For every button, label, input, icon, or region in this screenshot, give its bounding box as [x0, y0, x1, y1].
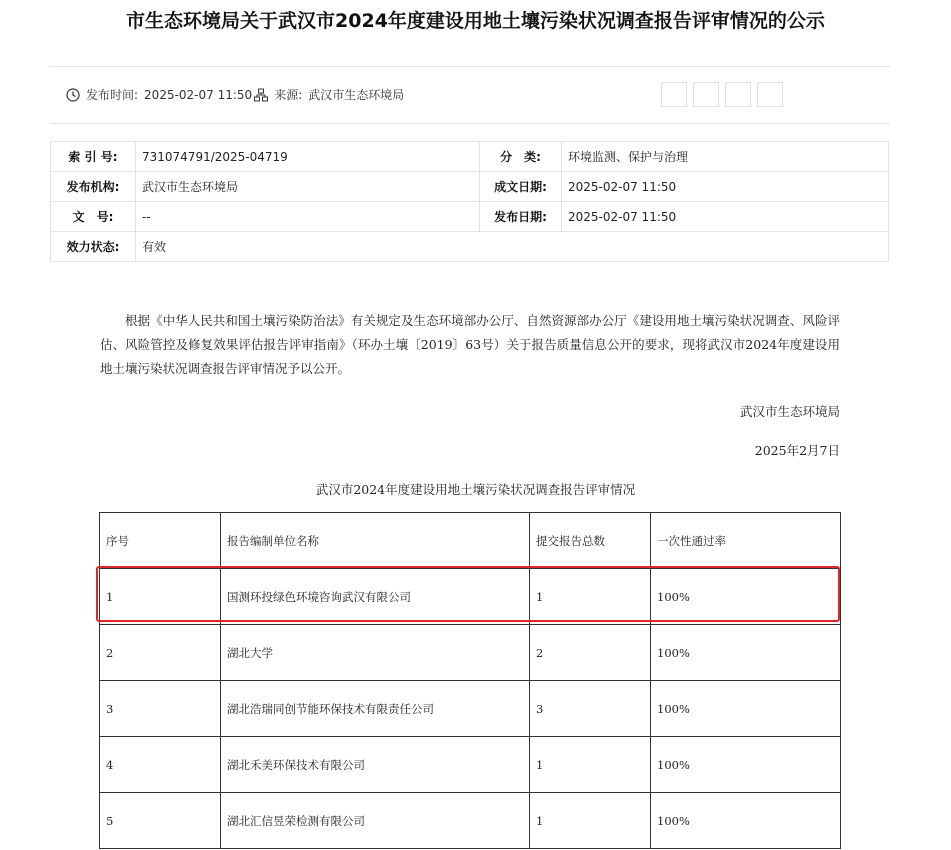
table-cell: 湖北汇信昱荣检测有限公司: [221, 793, 530, 849]
signature: 武汉市生态环境局: [739, 404, 840, 419]
clock-icon: [66, 88, 80, 102]
table-row: [100, 793, 841, 849]
source-icon: [254, 88, 268, 102]
info-value: 武汉市生态环境局: [136, 172, 480, 202]
source-value: 武汉市生态环境局: [308, 88, 405, 102]
table-cell: 5: [100, 793, 221, 849]
share-buttons: [661, 82, 783, 107]
review-table: [99, 512, 841, 849]
share-button-4[interactable]: [757, 82, 783, 107]
table-cell: 湖北浩瑞同创节能环保技术有限责任公司: [221, 681, 530, 737]
table-cell: 3: [530, 681, 651, 737]
publish-time: 2025-02-07 11:50: [144, 87, 253, 102]
info-value: 环境监测、保护与治理: [562, 142, 889, 172]
info-label: 发布机构:: [51, 172, 136, 202]
table-caption: 武汉市2024年度建设用地土壤污染状况调查报告评审情况: [315, 482, 636, 497]
info-label: 发布日期:: [480, 202, 562, 232]
table-row: [100, 569, 841, 625]
share-button-2[interactable]: [693, 82, 719, 107]
table-cell: 1: [100, 569, 221, 625]
info-value: 2025-02-07 11:50: [562, 172, 889, 202]
info-label: 文 号:: [51, 202, 136, 232]
table-row: [100, 625, 841, 681]
info-row: [51, 202, 889, 232]
publish-time-label: 发布时间:: [86, 88, 139, 102]
table-cell: 1: [530, 569, 651, 625]
info-value: 有效: [136, 232, 889, 262]
info-label: 分 类:: [480, 142, 562, 172]
info-row: [51, 142, 889, 172]
header-cell: 一次性通过率: [651, 513, 841, 569]
info-label: 索 引 号:: [51, 142, 136, 172]
table-cell: 4: [100, 737, 221, 793]
info-table: [50, 141, 889, 262]
share-button-1[interactable]: [661, 82, 687, 107]
table-cell: 湖北禾美环保技术有限公司: [221, 737, 530, 793]
table-cell: 2: [100, 625, 221, 681]
share-button-3[interactable]: [725, 82, 751, 107]
table-cell: 100%: [651, 569, 841, 625]
table-cell: 1: [530, 737, 651, 793]
info-label: 效力状态:: [51, 232, 136, 262]
table-header-row: [100, 513, 841, 569]
table-cell: 2: [530, 625, 651, 681]
table-row: [100, 737, 841, 793]
table-row: [100, 681, 841, 737]
table-cell: 100%: [651, 793, 841, 849]
table-cell: 100%: [651, 681, 841, 737]
divider-top: [50, 66, 890, 67]
info-row: [51, 172, 889, 202]
table-cell: 3: [100, 681, 221, 737]
page-title: 市生态环境局关于武汉市2024年度建设用地土壤污染状况调查报告评审情况的公示: [126, 10, 825, 32]
header-cell: 报告编制单位名称: [221, 513, 530, 569]
table-cell: 100%: [651, 737, 841, 793]
info-value: --: [136, 202, 480, 232]
info-value: 731074791/2025-04719: [136, 142, 480, 172]
body-paragraph: 根据《中华人民共和国土壤污染防治法》有关规定及生态环境部办公厅、自然资源部办公厅《建设用地土壤污染状况调查、风险评估、风险管控及修复效果评估报告评审指南》（环办土壤〔2019〕63号）关于报告质量信息公开的要求，现将武汉市2024年度建设用地土壤污染状况调查报告评审情况予以公开。: [100, 313, 840, 376]
table-cell: 湖北大学: [221, 625, 530, 681]
divider-meta: [50, 123, 890, 124]
table-cell: 1: [530, 793, 651, 849]
signature-date: 2025年2月7日: [754, 443, 840, 458]
info-row: [51, 232, 889, 262]
header-cell: 序号: [100, 513, 221, 569]
source-label: 来源:: [274, 88, 303, 102]
table-cell: 国测环投绿色环境咨询武汉有限公司: [221, 569, 530, 625]
info-value: 2025-02-07 11:50: [562, 202, 889, 232]
meta-bar: [66, 86, 404, 103]
info-label: 成文日期:: [480, 172, 562, 202]
header-cell: 提交报告总数: [530, 513, 651, 569]
table-cell: 100%: [651, 625, 841, 681]
